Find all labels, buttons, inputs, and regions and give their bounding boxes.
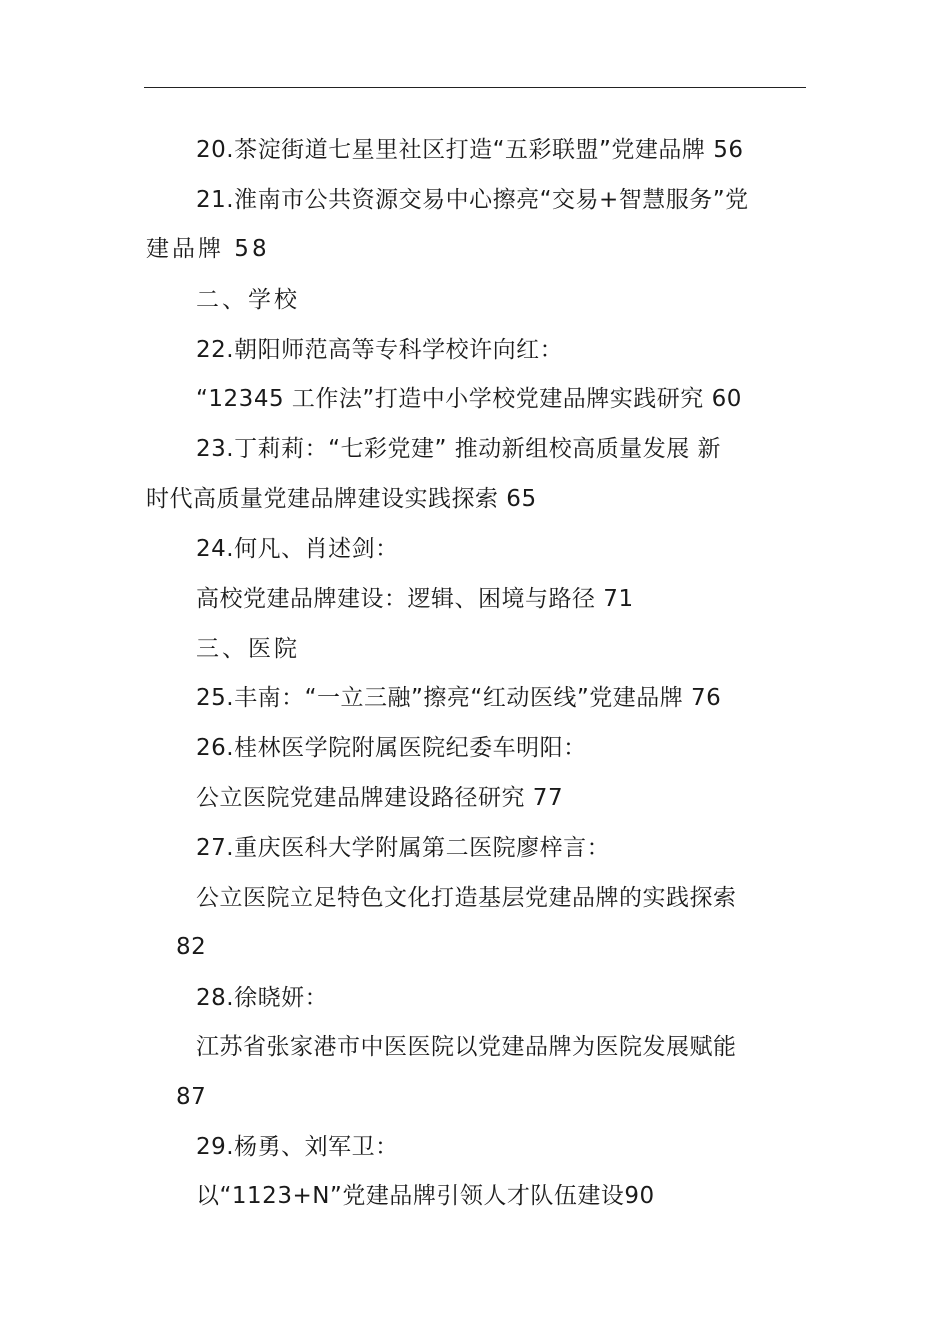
toc-entry-22: 22.朝阳师范高等专科学校许向红： <box>196 337 564 363</box>
toc-entry-21-continued: 建品牌 58 <box>146 236 270 262</box>
toc-entry-29: 29.杨勇、刘军卫： <box>196 1134 399 1160</box>
toc-entry-26-title: 公立医院党建品牌建设路径研究 77 <box>196 785 564 811</box>
toc-entry-27-title: 公立医院立足特色文化打造基层党建品牌的实践探索 <box>196 885 737 911</box>
toc-entry-20: 20.茶淀街道七星里社区打造“五彩联盟”党建品牌 56 <box>196 137 744 163</box>
toc-entry-23: 23.丁莉莉：“七彩党建” 推动新组校高质量发展 新 <box>196 436 722 462</box>
toc-entry-24: 24.何凡、肖述剑： <box>196 536 399 562</box>
toc-entry-28-page: 87 <box>176 1084 207 1110</box>
toc-entry-29-title: 以“1123+N”党建品牌引领人才队伍建设90 <box>196 1183 655 1209</box>
toc-entry-28: 28.徐晓妍： <box>196 985 329 1011</box>
toc-entry-25: 25.丰南：“一立三融”擦亮“红动医线”党建品牌 76 <box>196 685 722 711</box>
toc-entry-27: 27.重庆医科大学附属第二医院廖梓言： <box>196 835 611 861</box>
section-heading-hospitals: 三、医院 <box>196 636 300 662</box>
header-rule <box>144 87 806 88</box>
toc-entry-27-page: 82 <box>176 934 207 960</box>
toc-entry-22-title: “12345 工作法”打造中小学校党建品牌实践研究 60 <box>196 386 742 412</box>
toc-entry-26: 26.桂林医学院附属医院纪委车明阳： <box>196 735 587 761</box>
toc-entry-21: 21.淮南市公共资源交易中心擦亮“交易+智慧服务”党 <box>196 187 749 213</box>
toc-entry-24-title: 高校党建品牌建设：逻辑、困境与路径 71 <box>196 586 634 612</box>
section-heading-schools: 二、学校 <box>196 287 300 313</box>
toc-entry-28-title: 江苏省张家港市中医医院以党建品牌为医院发展赋能 <box>196 1034 737 1060</box>
toc-entry-23-continued: 时代高质量党建品牌建设实践探索 65 <box>146 486 537 512</box>
